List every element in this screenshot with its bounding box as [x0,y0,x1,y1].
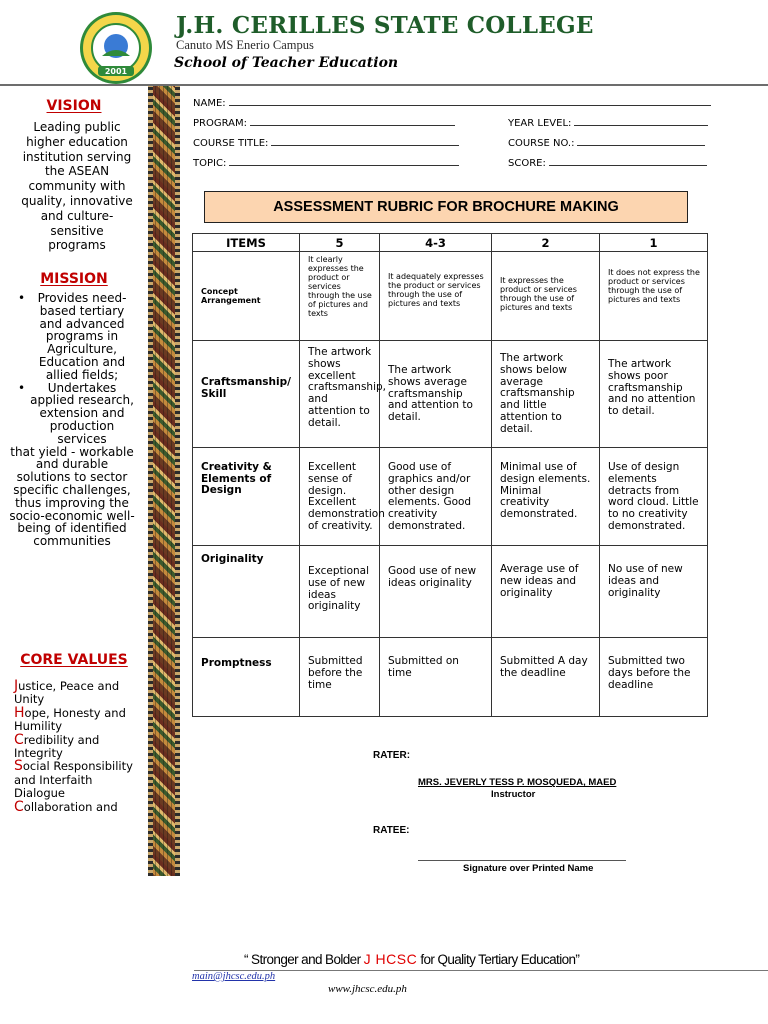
criteria-cell: It expresses the product or services through the use of pictures and texts [492,252,600,341]
item-cell: Concept Arrangement [193,252,300,341]
item-cell: Creativity & Elements of Design [193,448,300,546]
college-name: J.H. CERILLES STATE COLLEGE [176,12,594,39]
mission-tail: that yield - workable and durable solutions to sector specific challenges, thus improving the socio-economic well- being of identified communities [9,444,135,549]
score-field[interactable]: SCORE: [508,157,707,169]
criteria-cell: Submitted on time [380,638,492,717]
table-row [193,638,708,717]
table-row [193,546,708,638]
rubric-title: ASSESSMENT RUBRIC FOR BROCHURE MAKING [204,191,688,223]
core-value-item: Social Responsibility and Interfaith Dialogue [14,758,133,801]
signature-line[interactable] [418,860,626,861]
criteria-cell: It does not express the product or services through the use of pictures and texts [600,252,708,341]
criteria-cell: Excellent sense of design. Excellent demonstration of creativity. [300,448,380,546]
criteria-cell: Exceptional use of new ideas originality [300,546,380,638]
vision-text: Leading public higher education institution serving the ASEAN community with quality, innovative and culture-sensitive programs [21,120,133,253]
item-cell: Originality [193,546,300,638]
sidebar [0,86,148,876]
email-link[interactable]: main@jhcsc.edu.ph [192,971,276,982]
vision-title: VISION [46,98,102,114]
criteria-cell: It clearly expresses the product or services through the use of pictures and texts [300,252,380,341]
criteria-cell: Average use of new ideas and originality [492,546,600,638]
column-header: ITEMS [193,234,300,252]
signature-caption: Signature over Printed Name [463,863,594,874]
item-cell: Craftsmanship/ Skill [193,341,300,448]
year-level-field[interactable]: YEAR LEVEL: [508,117,708,129]
table-row [193,252,708,341]
column-header: 5 [300,234,380,252]
rubric-table [192,233,708,717]
name-field[interactable]: NAME: [193,97,711,109]
column-header: 4-3 [380,234,492,252]
decorative-woven-band [148,86,180,876]
rater-role: Instructor [491,789,536,800]
rater-label: RATER: [373,750,411,761]
mission-item: • Provides need-based tertiary and advanced programs in Agriculture, Education and allied fields; [18,291,127,382]
mission-title: MISSION [40,271,108,287]
mission-item: • Undertakes applied research, extension and production services [18,380,134,446]
mission-list [9,291,136,549]
criteria-cell: Minimal use of design elements. Minimal creativity demonstrated. [492,448,600,546]
core-values-list [14,680,140,814]
core-value-item: Hope, Honesty and Humility [14,704,126,734]
criteria-cell: No use of new ideas and originality [600,546,708,638]
criteria-cell: Submitted before the time [300,638,380,717]
criteria-cell: It adequately expresses the product or services through the use of pictures and texts [380,252,492,341]
criteria-cell: The artwork shows below average craftsmanship and little attention to detail. [492,341,600,448]
criteria-cell: Submitted two days before the deadline [600,638,708,717]
footer-divider [194,970,768,971]
column-header: 1 [600,234,708,252]
motto: “ Stronger and Bolder J HCSC for Quality Tertiary Education” [244,951,580,967]
college-seal-logo [72,10,160,86]
motto-accent: J HCSC [363,951,418,967]
criteria-cell: The artwork shows excellent craftsmanship, and attention to detail. [300,341,380,448]
criteria-cell: Submitted A day the deadline [492,638,600,717]
campus-name: Canuto MS Enerio Campus [176,38,314,52]
criteria-cell: Good use of graphics and/or other design elements. Good creativity demonstrated. [380,448,492,546]
table-row [193,448,708,546]
program-field[interactable]: PROGRAM: [193,117,455,129]
core-value-item: Collaboration and [14,798,118,815]
rater-name: MRS. JEVERLY TESS P. MOSQUEDA, MAED [418,777,617,788]
course-no-field[interactable]: COURSE NO.: [508,137,705,149]
school-name: School of Teacher Education [174,55,399,71]
website-url: www.jhcsc.edu.ph [328,983,407,995]
item-cell: Promptness [193,638,300,717]
topic-field[interactable]: TOPIC: [193,157,459,169]
logo-year: 2001 [104,67,128,76]
core-value-item: Justice, Peace and Unity [14,678,120,707]
ratee-label: RATEE: [373,825,410,836]
table-header-row [193,234,708,252]
criteria-cell: The artwork shows average craftsmanship and attention to detail. [380,341,492,448]
core-value-item: Credibility and Integrity [14,731,100,761]
column-header: 2 [492,234,600,252]
core-values-title: CORE VALUES [20,652,128,668]
course-title-field[interactable]: COURSE TITLE: [193,137,459,149]
table-row [193,341,708,448]
criteria-cell: Use of design elements detracts from word cloud. Little to no creativity demonstrated. [600,448,708,546]
criteria-cell: The artwork shows poor craftsmanship and no attention to detail. [600,341,708,448]
criteria-cell: Good use of new ideas originality [380,546,492,638]
